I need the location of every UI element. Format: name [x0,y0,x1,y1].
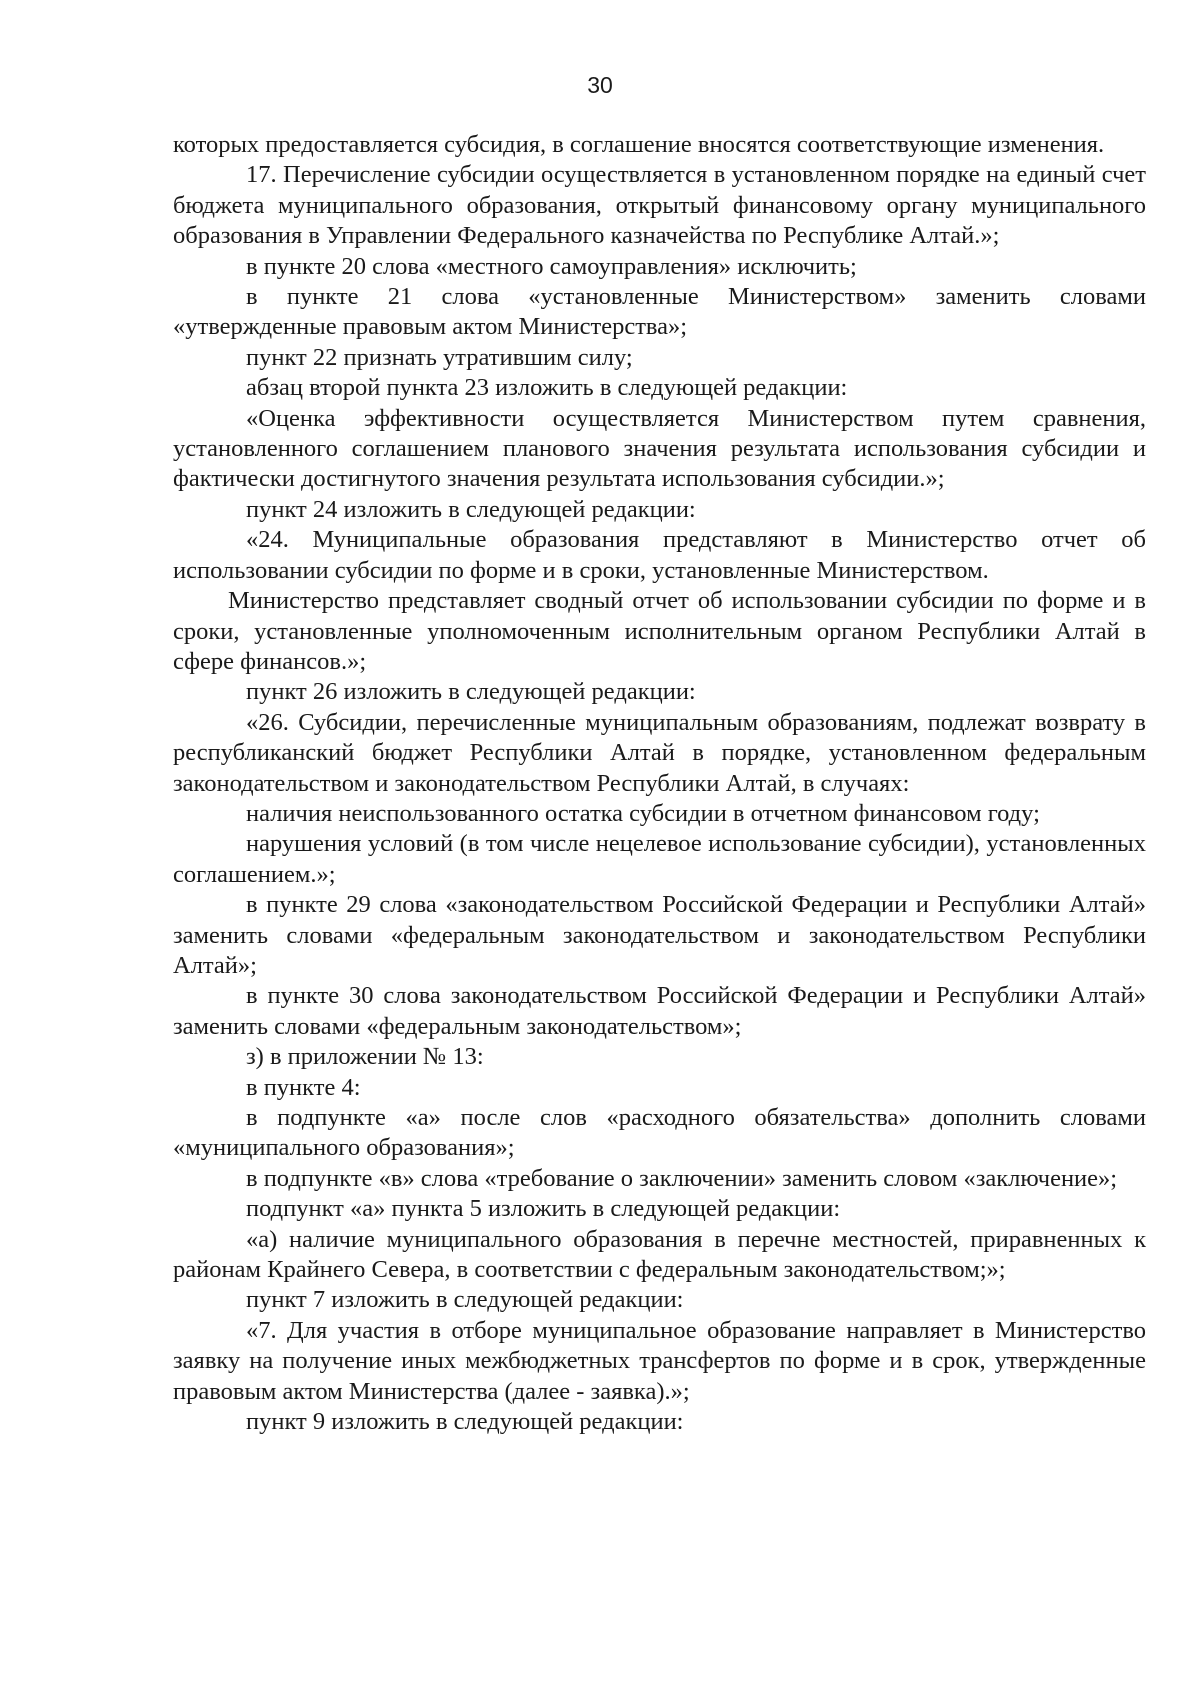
paragraph: в пункте 20 слова «местного самоуправления» исключить; [246,252,857,280]
paragraph: пункт 24 изложить в следующей редакции: [246,495,696,523]
paragraph: Министерство представляет сводный отчет об использовании субсидии по форме и в сроки, установленные уполномоченным исполнительным органом Республики Алтай в сфере финансов.»; [173,587,1146,675]
paragraph: нарушения условий (в том числе нецелевое использование субсидии), установленных соглашением.»; [173,830,1146,888]
paragraph: пункт 7 изложить в следующей редакции: [246,1286,684,1314]
paragraph: в пункте 4: [246,1073,361,1101]
paragraph: пункт 9 изложить в следующей редакции: [246,1408,684,1436]
paragraph: в подпункте «в» слова «требование о заключении» заменить словом «заключение»; [246,1164,1118,1192]
paragraph: «а) наличие муниципального образования в перечне местностей, приравненных к районам Крайнего Севера, в соответствии с федеральным законодательством;»; [173,1225,1146,1284]
paragraph: «24. Муниципальные образования представляют в Министерство отчет об использовании субсидии по форме и в сроки, установленные Министерством. [173,526,1146,584]
paragraph: 17. Перечисление субсидии осуществляется в установленном порядке на единый счет бюджета муниципального образования, открытый финансовому органу муниципального образования в Управлении Федерального казначейства по Республике Алтай.»; [173,161,1146,250]
paragraph: в пункте 21 слова «установленные Министерством» заменить словами «утвержденные правовым актом Министерства»; [173,283,1146,341]
paragraph: абзац второй пункта 23 изложить в следующей редакции: [246,374,848,402]
paragraph: «7. Для участия в отборе муниципальное образование направляет в Министерство заявку на получение иных межбюджетных трансфертов по форме и в срок, утвержденные правовым актом Министерства (далее - заявка).»; [173,1316,1146,1405]
paragraph: подпункт «а» пункта 5 изложить в следующей редакции: [246,1195,841,1223]
paragraph: которых предоставляется субсидия, в соглашение вносятся соответствующие изменения. [173,131,1105,158]
paragraph: «26. Субсидии, перечисленные муниципальным образованиям, подлежат возврату в республиканский бюджет Республики Алтай в порядке, установленном федеральным законодательством и законодательством Республики Алтай, в случаях: [173,708,1146,797]
paragraph: в подпункте «а» после слов «расходного обязательства» дополнить словами «муниципального образования»; [173,1104,1146,1162]
paragraph: пункт 22 признать утратившим силу; [246,343,633,371]
paragraph: в пункте 30 слова законодательством Российской Федерации и Республики Алтай» заменить словами «федеральным законодательством»; [173,982,1146,1040]
paragraph: в пункте 29 слова «законодательством Российской Федерации и Республики Алтай» заменить словами «федеральным законодательством и законодательством Республики Алтай»; [173,891,1146,979]
document-body [173,130,1146,1437]
paragraph: наличия неиспользованного остатка субсидии в отчетном финансовом году; [246,799,1040,827]
paragraph: пункт 26 изложить в следующей редакции: [246,678,696,706]
paragraph: «Оценка эффективности осуществляется Министерством путем сравнения, установленного соглашением планового значения результата использования субсидии и фактически достигнутого значения результата использования субсидии.»; [173,404,1146,493]
paragraph: з) в приложении № 13: [246,1043,484,1071]
page-number: 30 [587,72,613,98]
